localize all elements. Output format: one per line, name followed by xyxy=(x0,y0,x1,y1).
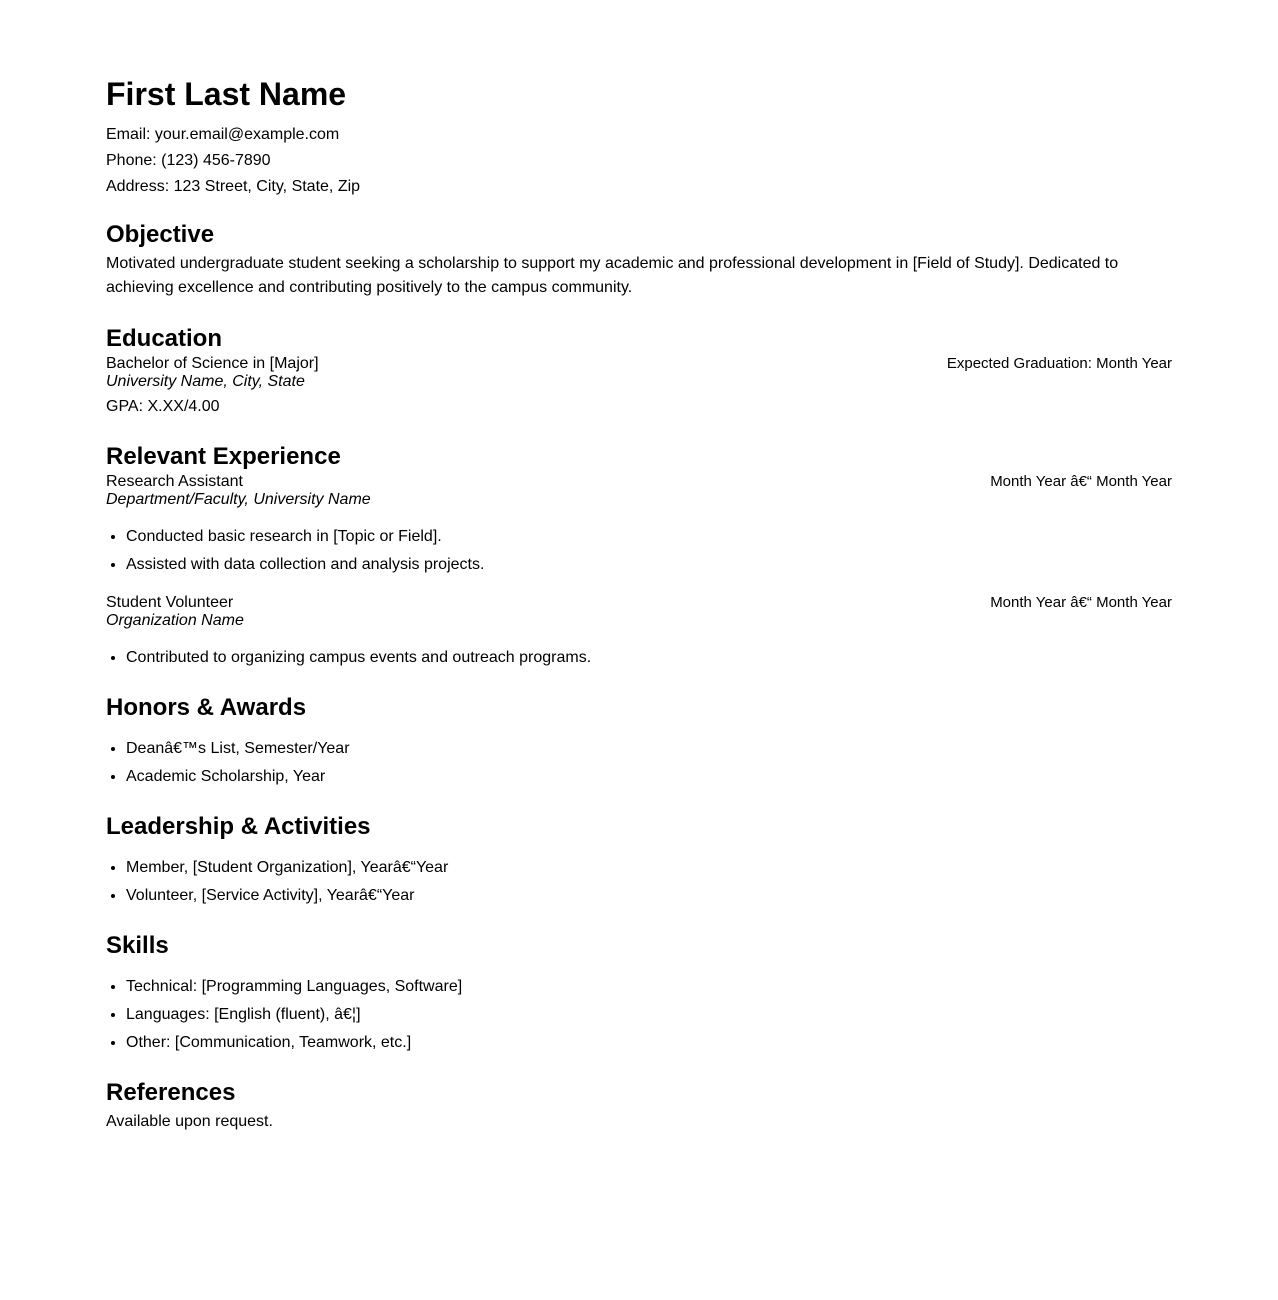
experience-org: Department/Faculty, University Name xyxy=(106,491,371,508)
education-row xyxy=(106,355,1172,373)
education-gpa: GPA: X.XX/4.00 xyxy=(106,398,220,415)
experience-dates: Month Year â€“ Month Year xyxy=(990,594,1172,611)
leadership-section xyxy=(106,812,1172,905)
experience-section xyxy=(106,442,1172,667)
contact-email: Email: your.email@example.com xyxy=(106,126,340,143)
education-heading: Education xyxy=(106,325,223,352)
contact-phone: Phone: (123) 456-7890 xyxy=(106,152,271,169)
resume-page xyxy=(106,72,1172,1134)
skills-section xyxy=(106,931,1172,1052)
honors-section xyxy=(106,693,1172,786)
leadership-list xyxy=(106,859,1172,905)
experience-entry xyxy=(106,473,1172,574)
objective-heading: Objective xyxy=(106,221,215,248)
education-section xyxy=(106,324,1172,416)
experience-bullets xyxy=(106,528,1172,574)
honors-item: • Academic Scholarship, Year xyxy=(126,768,1172,786)
education-school: University Name, City, State xyxy=(106,373,305,390)
resume-name: First Last Name xyxy=(106,76,347,112)
objective-text: Motivated undergraduate student seeking a scholarship to support my academic and professional development in [Field of Study]. Dedicated to achieving excellence and contributing positively to the campus community. xyxy=(106,255,1119,296)
honors-item: • Deanâ€™s List, Semester/Year xyxy=(126,740,1172,758)
references-section xyxy=(106,1078,1172,1134)
experience-bullet: • Conducted basic research in [Topic or Field]. xyxy=(126,528,1172,546)
skills-heading: Skills xyxy=(106,932,169,959)
leadership-item: • Volunteer, [Service Activity], Yearâ€“Year xyxy=(126,887,1172,905)
experience-role: Research Assistant xyxy=(106,473,243,490)
education-graduation: Expected Graduation: Month Year xyxy=(946,355,1172,372)
honors-heading: Honors & Awards xyxy=(106,694,307,721)
leadership-item: • Member, [Student Organization], Yearâ€“Year xyxy=(126,859,1172,877)
experience-entry xyxy=(106,594,1172,667)
skills-item: • Other: [Communication, Teamwork, etc.] xyxy=(126,1034,1172,1052)
skills-list xyxy=(106,978,1172,1052)
experience-heading: Relevant Experience xyxy=(106,443,341,470)
education-degree: Bachelor of Science in [Major] xyxy=(106,355,319,372)
experience-bullets xyxy=(106,649,1172,667)
references-heading: References xyxy=(106,1079,236,1106)
experience-row xyxy=(106,473,1172,491)
experience-row xyxy=(106,594,1172,612)
objective-section xyxy=(106,220,1172,300)
contact-info xyxy=(106,122,1172,200)
experience-role: Student Volunteer xyxy=(106,594,234,611)
experience-org: Organization Name xyxy=(106,612,244,629)
skills-item: • Languages: [English (fluent), â€¦] xyxy=(126,1006,1172,1024)
skills-item: • Technical: [Programming Languages, Software] xyxy=(126,978,1172,996)
experience-bullet: • Assisted with data collection and analysis projects. xyxy=(126,556,1172,574)
leadership-heading: Leadership & Activities xyxy=(106,813,371,840)
experience-dates: Month Year â€“ Month Year xyxy=(990,473,1172,490)
experience-bullet: • Contributed to organizing campus events and outreach programs. xyxy=(126,649,1172,667)
contact-address: Address: 123 Street, City, State, Zip xyxy=(106,178,361,195)
honors-list xyxy=(106,740,1172,786)
references-text: Available upon request. xyxy=(106,1113,273,1130)
